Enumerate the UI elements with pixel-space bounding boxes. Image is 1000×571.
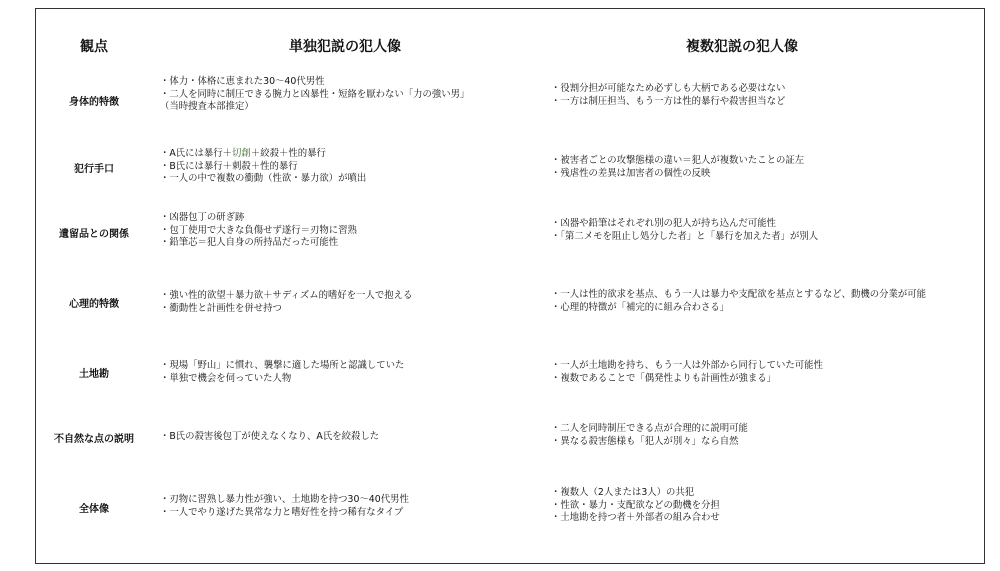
multiple-psychology <box>551 289 926 314</box>
multiple-overall-line: ・性欲・暴力・支配欲などの動機を分担 <box>551 499 720 511</box>
single-psychology-line: ・強い性的欲望＋暴力欲＋サディズム的嗜好を一人で抱える <box>160 290 413 301</box>
multiple-physical-line: ・一方は制圧担当、もう一方は性的暴行や殺害担当など <box>551 95 786 107</box>
header-single-culprit: 単独犯説の犯人像 <box>289 39 401 55</box>
single-evidence <box>160 212 357 250</box>
multiple-method-line: ・残虐性の差異は加害者の個性の反映 <box>551 167 711 179</box>
row-label-unnatural-points: 不自然な点の説明 <box>54 434 134 445</box>
multiple-local-knowledge <box>551 360 823 385</box>
single-physical-line: ・二人を同時に制圧できる腕力と凶暴性・短絡を厭わない「力の強い男」 <box>160 88 470 100</box>
single-evidence-line: ・凶器包丁の研ぎ跡 <box>160 212 245 223</box>
multiple-overall <box>551 487 720 525</box>
multiple-local-knowledge-line: ・一人が土地勘を持ち、もう一人は外部から同行していた可能性 <box>551 360 823 371</box>
row-label-overall: 全体像 <box>79 504 109 515</box>
multiple-evidence <box>551 218 818 243</box>
single-method-line <box>160 148 366 161</box>
multiple-evidence-line: ・凶器や鉛筆はそれぞれ別の犯人が持ち込んだ可能性 <box>551 218 777 229</box>
single-method-line: ・B氏には暴行＋刺殺＋性的暴行 <box>160 160 298 172</box>
single-local-knowledge <box>160 360 404 385</box>
row-label-local-knowledge: 土地勘 <box>79 369 109 380</box>
row-label-method: 犯行手口 <box>74 164 114 175</box>
single-method <box>160 148 366 186</box>
single-overall-line: ・刃物に習熟し暴力性が強い、土地勘を持つ30〜40代男性 <box>160 494 409 505</box>
single-local-knowledge-line: ・現場「野山」に慣れ、襲撃に適した場所と認識していた <box>160 360 405 371</box>
multiple-local-knowledge-line: ・複数であることで「偶発性よりも計画性が強まる」 <box>551 372 777 384</box>
single-local-knowledge-line: ・単独で機会を伺っていた人物 <box>160 372 292 384</box>
multiple-psychology-line: ・一人は性的欲求を基点、もう一人は暴力や支配欲を基点とするなど、動機の分業が可能 <box>551 289 927 300</box>
multiple-evidence-line: ・「第二メモを阻止し処分した者」と「暴行を加えた者」が別人 <box>551 230 819 242</box>
single-unnatural-points-line: ・B氏の殺害後包丁が使えなくなり、A氏を絞殺した <box>160 431 380 442</box>
multiple-psychology-line: ・心理的特徴が「補完的に組み合わさる」 <box>551 301 730 313</box>
single-method-line: ・一人の中で複数の衝動（性欲・暴力欲）が噴出 <box>160 173 367 185</box>
single-overall <box>160 494 409 519</box>
multiple-overall-line: ・土地勘を持つ者＋外部者の組み合わせ <box>551 512 720 524</box>
multiple-overall-line: ・複数人（2人または3人）の共犯 <box>551 487 695 498</box>
single-physical-line: （当時捜査本部推定） <box>160 101 254 113</box>
multiple-unnatural-points-line: ・異なる殺害態様も「犯人が別々」なら自然 <box>551 435 739 447</box>
header-aspect: 観点 <box>80 39 108 55</box>
multiple-method <box>551 155 804 180</box>
header-multiple-culprits: 複数犯説の犯人像 <box>686 39 798 55</box>
single-evidence-line: ・鉛筆芯＝犯人自身の所持品だった可能性 <box>160 237 339 249</box>
single-physical <box>160 76 469 114</box>
single-unnatural-points <box>160 431 379 444</box>
single-method-text: ＋絞殺＋性的暴行 <box>250 148 326 159</box>
single-method-highlight: 切創 <box>232 148 251 159</box>
multiple-physical <box>551 83 785 108</box>
single-physical-line: ・体力・体格に恵まれた30〜40代男性 <box>160 76 325 87</box>
row-label-psychology: 心理的特徴 <box>69 299 119 310</box>
multiple-method-line: ・被害者ごとの攻撃態様の違い＝犯人が複数いたことの証左 <box>551 155 805 166</box>
single-psychology-line: ・衝動性と計画性を併せ持つ <box>160 302 282 314</box>
row-label-physical: 身体的特徴 <box>69 97 119 108</box>
multiple-physical-line: ・役割分担が可能なため必ずしも大柄である必要はない <box>551 83 786 94</box>
multiple-unnatural-points-line: ・二人を同時制圧できる点が合理的に説明可能 <box>551 423 748 434</box>
multiple-unnatural-points <box>551 423 748 448</box>
single-evidence-line: ・包丁使用で大きな負傷せず遂行＝刃物に習熟 <box>160 224 357 236</box>
single-method-text: ・A氏には暴行＋ <box>160 148 233 159</box>
single-overall-line: ・一人でやり遂げた異常な力と嗜好性を持つ稀有なタイプ <box>160 506 404 518</box>
row-label-evidence: 遺留品との関係 <box>59 229 129 240</box>
single-psychology <box>160 290 412 315</box>
